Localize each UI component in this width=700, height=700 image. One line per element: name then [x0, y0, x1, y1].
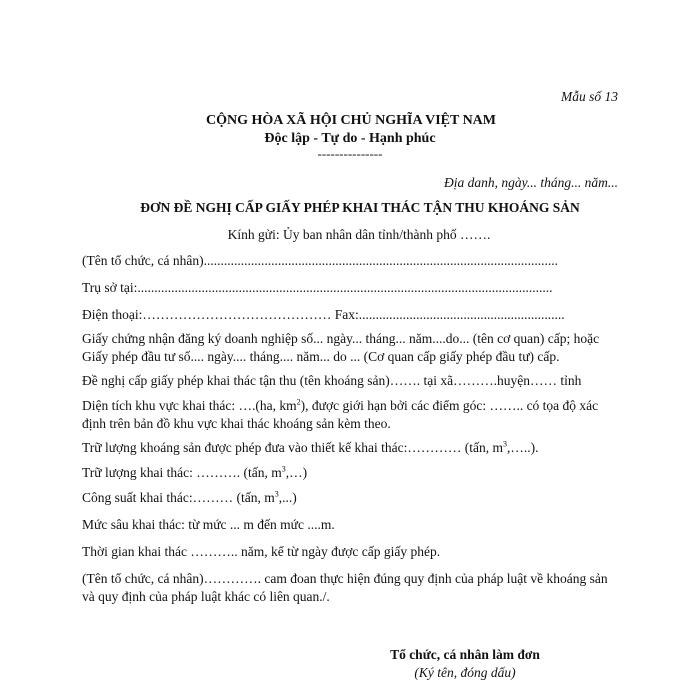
nation-name: CỘNG HÒA XÃ HỘI CHỦ NGHĨA VIỆT NAM: [205, 113, 496, 128]
phone-fax-field: Điện thoại:…………………………………… Fax:.............................................................: [82, 307, 565, 322]
signature-block: [360, 646, 570, 682]
mining-area-field: [82, 397, 622, 433]
recipient-line: Kính gửi: Ủy ban nhân dân tỉnh/thành phố …….: [227, 227, 491, 242]
area-unit-superscript: 2: [296, 397, 301, 407]
commitment-statement: (Tên tổ chức, cá nhân)…………. cam đoan thực hiện đúng quy định của pháp luật về khoáng sản và quy định của pháp luật khác có liên quan./.: [82, 571, 611, 604]
address-field: Trụ sở tại:...........................................................................................................................: [82, 280, 553, 295]
form-number: Mẫu số 13: [561, 89, 618, 104]
business-certificate-field: Giấy chứng nhận đăng ký doanh nghiệp số... ngày... tháng... năm....do... (tên cơ quan) cấp; hoặc Giấy phép đầu tư số.... ngày.... tháng.... năm... do ... (Cơ quan cấp giấy phép đầu tư) cấp.: [82, 331, 603, 364]
national-motto: Độc lập - Tự do - Hạnh phúc: [264, 131, 436, 146]
capacity-text-suffix: ,...): [278, 490, 297, 505]
reserve-text-prefix: Trữ lượng khoáng sản được phép đưa vào thiết kế khai thác:………… (tấn, m: [82, 440, 503, 455]
document-title: ĐƠN ĐỀ NGHỊ CẤP GIẤY PHÉP KHAI THÁC TẬN THU KHOÁNG SẢN: [140, 200, 580, 215]
place-date: Địa danh, ngày... tháng... năm...: [444, 175, 618, 190]
area-text-prefix: Diện tích khu vực khai thác: ….(ha, km: [82, 398, 297, 413]
capacity-field: [82, 489, 297, 507]
license-request-field: Đề nghị cấp giấy phép khai thác tận thu (tên khoáng sản)……. tại xã……….huyện…… tỉnh: [82, 373, 582, 388]
mining-duration-field: Thời gian khai thác ……….. năm, kể từ ngày được cấp giấy phép.: [82, 544, 441, 559]
capacity-unit-superscript: 3: [274, 489, 279, 499]
national-header: [0, 112, 700, 161]
exploit-unit-superscript: 3: [281, 464, 286, 474]
mining-depth-field: Mức sâu khai thác: từ mức ... m đến mức ....m.: [82, 517, 335, 532]
reserve-unit-superscript: 3: [502, 439, 507, 449]
applicant-field: (Tên tổ chức, cá nhân).........................................................................................................: [82, 253, 559, 268]
exploitation-reserve-field: [82, 464, 307, 482]
reserve-text-suffix: ,…..).: [506, 440, 539, 455]
design-reserve-field: [82, 439, 622, 457]
signer-note: (Ký tên, đóng dấu): [414, 665, 516, 680]
exploit-text-prefix: Trữ lượng khai thác: ………. (tấn, m: [82, 465, 282, 480]
area-text-suffix: ), được giới hạn bởi các điểm góc: …….. có tọa độ xác định trên bản đồ khu vực khai thác khoáng sản kèm theo.: [82, 398, 602, 431]
signer-title: Tổ chức, cá nhân làm đơn: [390, 647, 540, 662]
header-divider: ---------------: [317, 146, 383, 161]
exploit-text-suffix: ,…): [285, 465, 308, 480]
capacity-text-prefix: Công suất khai thác:……… (tấn, m: [82, 490, 275, 505]
